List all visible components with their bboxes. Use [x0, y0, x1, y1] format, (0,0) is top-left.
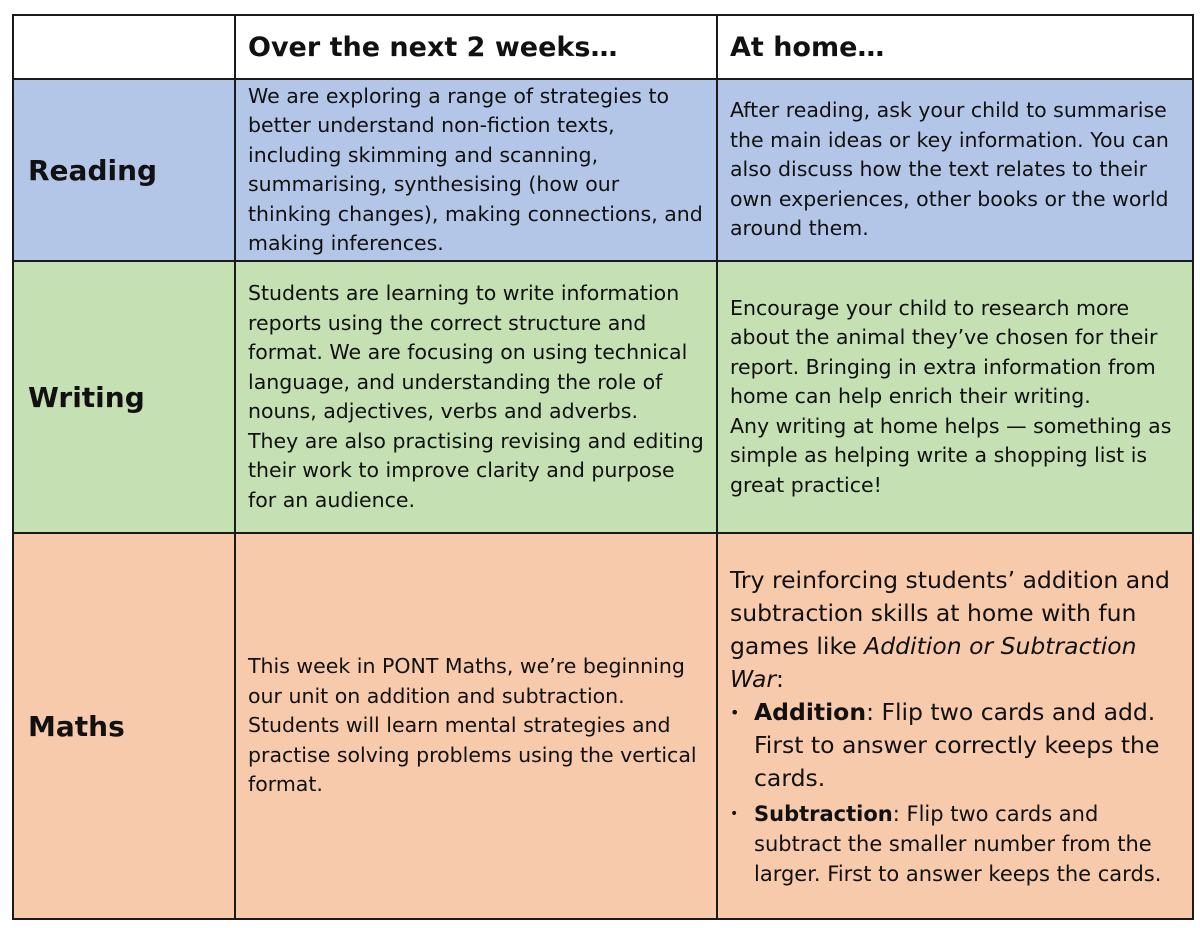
header-subject-cell [13, 15, 235, 79]
writing-next-weeks-text-2: They are also practising revising and editing their work to improve clarity and purpose for an audience. [248, 428, 704, 512]
writing-row [13, 261, 1193, 533]
maths-next-weeks-cell [235, 533, 717, 919]
addition-text: : Flip two cards and add. First to answer correctly keeps the cards. [754, 697, 1160, 792]
bullet-icon: • [730, 702, 740, 722]
maths-next-weeks-text-1: This week in PONT Maths, we’re beginning our unit on addition and subtraction. [248, 654, 685, 708]
reading-next-weeks-text: We are exploring a range of strategies to better understand non-fiction texts, including skimming and scanning, summarising, synthesising (how our thinking changes), making connections, and making inferences. [248, 83, 703, 255]
subtraction-term: Subtraction [754, 801, 893, 826]
header-at-home-label: At home… [730, 31, 885, 63]
header-row [13, 15, 1193, 79]
reading-row [13, 79, 1193, 261]
list-item [730, 696, 1182, 795]
writing-next-weeks-text-1: Students are learning to write information reports using the correct structure and format. We are focusing on using technical language, and understanding the role of nouns, adjectives, verbs and adverbs. [248, 281, 688, 423]
maths-subject-cell [13, 533, 235, 919]
header-next-weeks-cell [235, 15, 717, 79]
header-at-home-cell [717, 15, 1193, 79]
maths-next-weeks-text-2: Students will learn mental strategies and practise solving problems using the vertical format. [248, 713, 697, 797]
reading-at-home-cell [717, 79, 1193, 261]
subtraction-text: : Flip two cards and subtract the smaller number from the larger. First to answer keeps the cards. [754, 801, 1162, 886]
header-next-weeks-label: Over the next 2 weeks… [248, 31, 618, 63]
addition-term: Addition [754, 697, 867, 726]
maths-at-home-cell [717, 533, 1193, 919]
reading-at-home-text: After reading, ask your child to summarise the main ideas or key information. You can also discuss how the text relates to their own experiences, other books or the world around them. [730, 98, 1169, 241]
bullet-icon: • [730, 805, 739, 822]
maths-row [13, 533, 1193, 919]
maths-at-home-intro-text: Try reinforcing students’ addition and subtraction skills at home with fun games like [730, 565, 1170, 660]
writing-subject-label: Writing [28, 380, 145, 414]
writing-at-home-text-1: Encourage your child to research more about the animal they’ve chosen for their report. Bringing in extra information from home can help enrich their writing. [730, 295, 1158, 409]
maths-at-home-intro [730, 564, 1182, 696]
writing-next-weeks-cell [235, 261, 717, 533]
maths-games-list [730, 696, 1182, 889]
reading-subject-label: Reading [28, 153, 158, 187]
list-item [730, 799, 1182, 889]
reading-next-weeks-cell [235, 79, 717, 261]
home-learning-table [12, 14, 1194, 920]
maths-subject-label: Maths [28, 709, 125, 743]
writing-at-home-text-2: Any writing at home helps — something as simple as helping write a shopping list is great practice! [730, 413, 1172, 497]
reading-subject-cell [13, 79, 235, 261]
writing-subject-cell [13, 261, 235, 533]
maths-at-home-intro-end: : [776, 664, 784, 693]
writing-at-home-cell [717, 261, 1193, 533]
maths-game-name: Addition or Subtraction War [730, 631, 1137, 693]
